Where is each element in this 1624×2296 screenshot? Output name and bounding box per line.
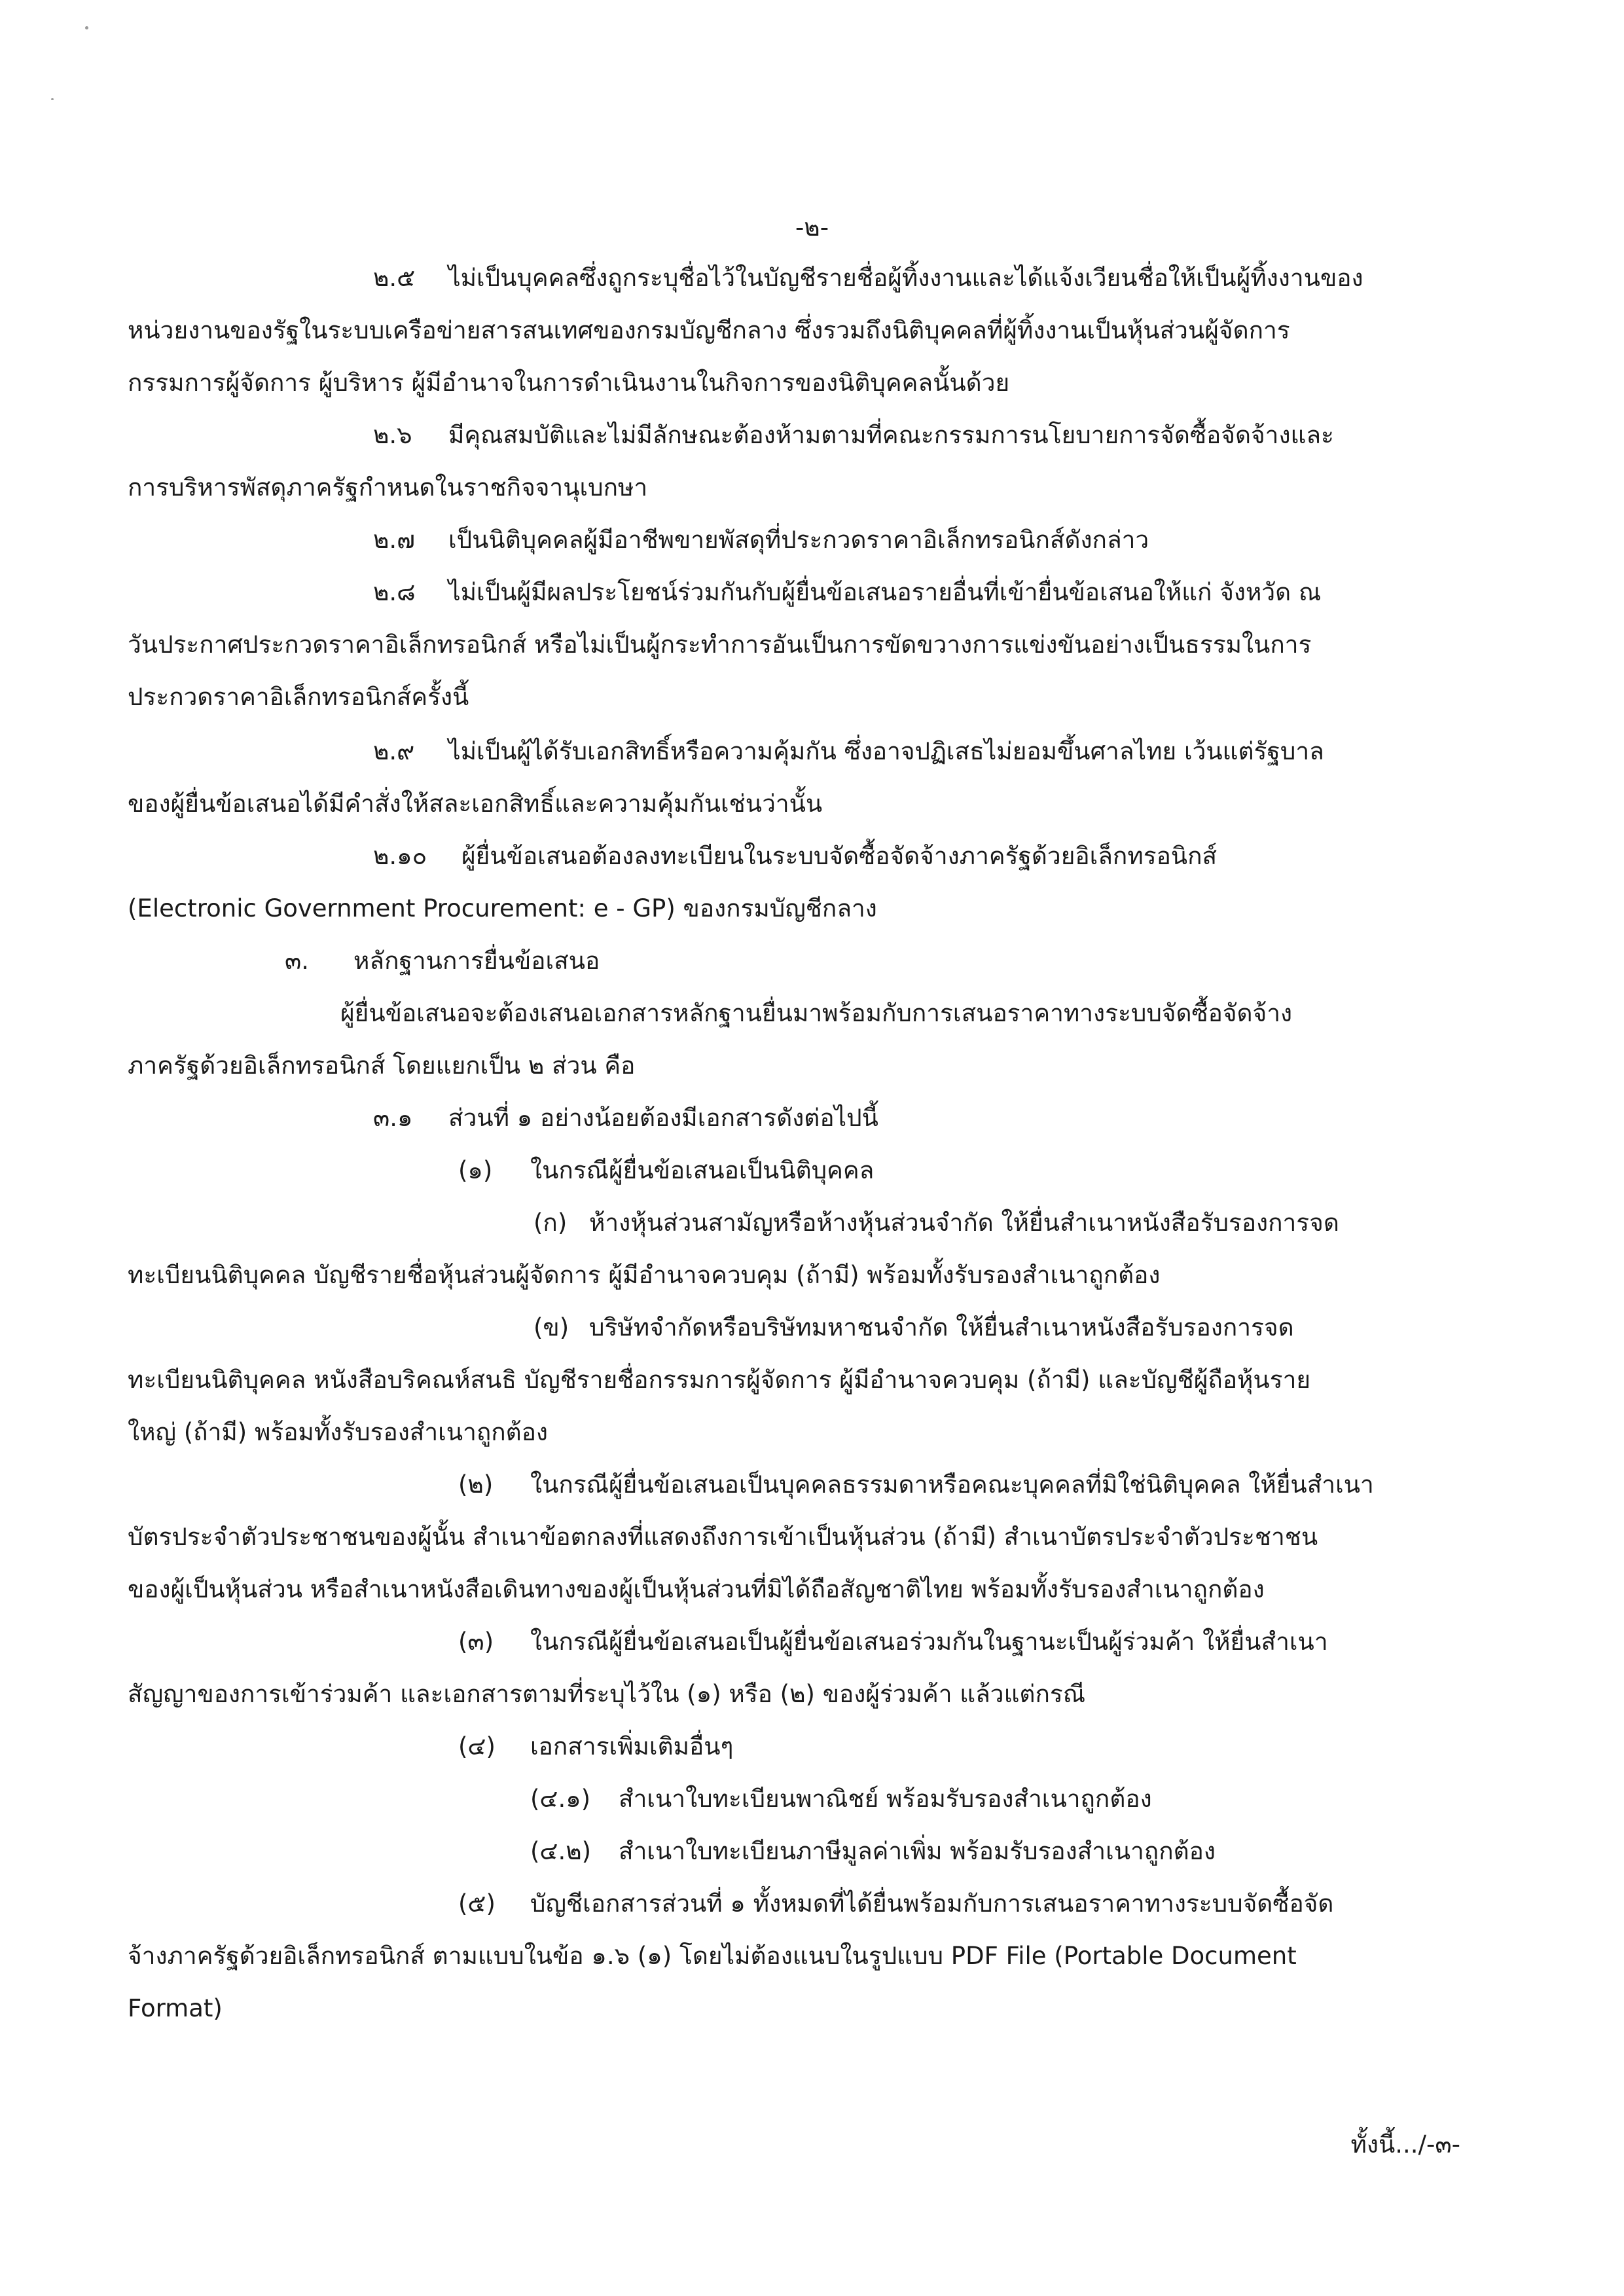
item-3-1 (373, 1099, 878, 1138)
item-2-6-line-2: การบริหารพัสดุภาครัฐกำหนดในราชกิจจานุเบกษา (128, 473, 648, 501)
clause-number: (๕) (458, 1889, 496, 1918)
clause-number: (ข) (533, 1313, 569, 1341)
clause-number: (๔.๒) (530, 1837, 592, 1865)
clause-text: ห้างหุ้นส่วนสามัญหรือห้างหุ้นส่วนจำกัด ให้ยื่นสำเนาหนังสือรับรองการจด (589, 1209, 1339, 1237)
clause-5-line-2: จ้างภาครัฐด้วยอิเล็กทรอนิกส์ ตามแบบในข้อ ๑.๖ (๑) โดยไม่ต้องแนบในรูปแบบ PDF File (Portable Document (128, 1942, 1297, 1970)
item-text: ไม่เป็นผู้ได้รับเอกสิทธิ์หรือความคุ้มกัน ซึ่งอาจปฏิเสธไม่ยอมขึ้นศาลไทย เว้นแต่รัฐบาล (448, 737, 1324, 765)
clause-number: (๒) (458, 1470, 494, 1499)
item-text: ไม่เป็นผู้มีผลประโยชน์ร่วมกันกับผู้ยื่นข้อเสนอรายอื่นที่เข้ายื่นข้อเสนอให้แก่ จังหวัด ณ (448, 578, 1322, 606)
item-text: ไม่เป็นบุคคลซึ่งถูกระบุชื่อไว้ในบัญชีรายชื่อผู้ทิ้งงานและได้แจ้งเวียนชื่อให้เป็นผู้ทิ้งงานของ (448, 264, 1363, 292)
item-number: ๒.๗ (373, 526, 415, 554)
section-number: ๓. (285, 947, 310, 975)
clause-number: (ก) (533, 1209, 568, 1237)
item-2-6-line-1 (373, 416, 1334, 455)
clause-kho-line-2: ทะเบียนนิติบุคคล หนังสือบริคณห์สนธิ บัญชีรายชื่อกรรมการผู้จัดการ ผู้มีอำนาจควบคุม (ถ้ามี) และบัญชีผู้ถือหุ้นราย (128, 1366, 1311, 1394)
clause-text: สำเนาใบทะเบียนพาณิชย์ พร้อมรับรองสำเนาถูกต้อง (619, 1785, 1152, 1813)
clause-kho-line-3: ใหญ่ (ถ้ามี) พร้อมทั้งรับรองสำเนาถูกต้อง (128, 1418, 548, 1446)
clause-text: ในกรณีผู้ยื่นข้อเสนอเป็นนิติบุคคล (530, 1156, 875, 1184)
item-2-10-line-1 (373, 837, 1217, 876)
item-2-5-line-3: กรรมการผู้จัดการ ผู้บริหาร ผู้มีอำนาจในการดำเนินงานในกิจการของนิติบุคคลนั้นด้วย (128, 369, 1010, 397)
item-text: เป็นนิติบุคคลผู้มีอาชีพขายพัสดุที่ประกวดราคาอิเล็กทรอนิกส์ดังกล่าว (448, 526, 1149, 554)
clause-text: ในกรณีผู้ยื่นข้อเสนอเป็นผู้ยื่นข้อเสนอร่วมกันในฐานะเป็นผู้ร่วมค้า ให้ยื่นสำเนา (530, 1628, 1328, 1656)
clause-kho-line-1 (533, 1308, 1294, 1347)
item-number: ๒.๑๐ (373, 842, 427, 870)
continuation-footer: ทั้งนี้.../-๓- (1350, 2130, 1460, 2159)
item-2-9-line-2: ของผู้ยื่นข้อเสนอได้มีคำสั่งให้สละเอกสิทธิ์และความคุ้มกันเช่นว่านั้น (128, 790, 823, 818)
item-number: ๒.๖ (373, 421, 412, 449)
page-number: -๒- (795, 213, 829, 242)
item-number: ๒.๕ (373, 264, 416, 292)
item-text: ผู้ยื่นข้อเสนอต้องลงทะเบียนในระบบจัดซื้อจัดจ้างภาครัฐด้วยอิเล็กทรอนิกส์ (461, 842, 1218, 870)
clause-2-line-2: บัตรประจำตัวประชาชนของผู้นั้น สำเนาข้อตกลงที่แสดงถึงการเข้าเป็นหุ้นส่วน (ถ้ามี) สำเนาบัตรประจำตัวประชาชน (128, 1523, 1318, 1551)
item-2-10-line-2: (Electronic Government Procurement: e - GP) ของกรมบัญชีกลาง (128, 894, 877, 922)
item-2-9-line-1 (373, 732, 1324, 771)
clause-text: บัญชีเอกสารส่วนที่ ๑ ทั้งหมดที่ได้ยื่นพร้อมกับการเสนอราคาทางระบบจัดซื้อจัด (530, 1889, 1334, 1918)
clause-number: (๔.๑) (530, 1785, 591, 1813)
item-number: ๒.๙ (373, 737, 415, 765)
clause-ka-line-2: ทะเบียนนิติบุคคล บัญชีรายชื่อหุ้นส่วนผู้จัดการ ผู้มีอำนาจควบคุม (ถ้ามี) พร้อมทั้งรับรองสำเนาถูกต้อง (128, 1261, 1161, 1289)
item-2-7-line-1 (373, 520, 1149, 560)
clause-4-1 (530, 1779, 1152, 1819)
item-number: ๓.๑ (373, 1104, 413, 1132)
section-3-heading (285, 941, 600, 981)
item-2-5-line-1 (373, 259, 1363, 298)
clause-text: บริษัทจำกัดหรือบริษัทมหาชนจำกัด ให้ยื่นสำเนาหนังสือรับรองการจด (589, 1313, 1294, 1341)
clause-4 (458, 1727, 733, 1766)
clause-number: (๓) (458, 1628, 494, 1656)
clause-number: (๑) (458, 1156, 493, 1184)
item-2-8-line-1 (373, 573, 1321, 612)
item-2-8-line-2: วันประกาศประกวดราคาอิเล็กทรอนิกส์ หรือไม่เป็นผู้กระทำการอันเป็นการขัดขวางการแข่งขันอย่างเป็นธรรมในการ (128, 630, 1312, 659)
scan-speck (51, 98, 54, 100)
item-number: ๒.๘ (373, 578, 416, 606)
clause-text: เอกสารเพิ่มเติมอื่นๆ (530, 1732, 734, 1760)
clause-3-line-2: สัญญาของการเข้าร่วมค้า และเอกสารตามที่ระบุไว้ใน (๑) หรือ (๒) ของผู้ร่วมค้า แล้วแต่กรณี (128, 1680, 1086, 1708)
item-text: มีคุณสมบัติและไม่มีลักษณะต้องห้ามตามที่คณะกรรมการนโยบายการจัดซื้อจัดจ้างและ (448, 421, 1334, 449)
clause-text: สำเนาใบทะเบียนภาษีมูลค่าเพิ่ม พร้อมรับรองสำเนาถูกต้อง (619, 1837, 1216, 1865)
section-3-para-line-2: ภาครัฐด้วยอิเล็กทรอนิกส์ โดยแยกเป็น ๒ ส่วน คือ (128, 1051, 636, 1080)
clause-1 (458, 1151, 874, 1190)
clause-4-2 (530, 1832, 1216, 1871)
clause-5-line-3: Format) (128, 1994, 223, 2022)
clause-5-line-1 (458, 1884, 1333, 1923)
clause-2-line-1 (458, 1465, 1374, 1504)
item-2-5-line-2: หน่วยงานของรัฐในระบบเครือข่ายสารสนเทศของกรมบัญชีกลาง ซึ่งรวมถึงนิติบุคคลที่ผู้ทิ้งงานเป็นหุ้นส่วนผู้จัดการ (128, 316, 1290, 344)
item-2-8-line-3: ประกวดราคาอิเล็กทรอนิกส์ครั้งนี้ (128, 683, 469, 711)
clause-number: (๔) (458, 1732, 496, 1760)
clause-ka-line-1 (533, 1203, 1339, 1243)
section-title: หลักฐานการยื่นข้อเสนอ (353, 947, 600, 975)
item-text: ส่วนที่ ๑ อย่างน้อยต้องมีเอกสารดังต่อไปนี้ (448, 1104, 878, 1132)
clause-text: ในกรณีผู้ยื่นข้อเสนอเป็นบุคคลธรรมดาหรือคณะบุคคลที่มิใช่นิติบุคคล ให้ยื่นสำเนา (530, 1470, 1374, 1499)
clause-3-line-1 (458, 1622, 1328, 1662)
scan-speck (85, 26, 88, 29)
section-3-para-line-1: ผู้ยื่นข้อเสนอจะต้องเสนอเอกสารหลักฐานยื่นมาพร้อมกับการเสนอราคาทางระบบจัดซื้อจัดจ้าง (340, 999, 1293, 1027)
clause-2-line-3: ของผู้เป็นหุ้นส่วน หรือสำเนาหนังสือเดินทางของผู้เป็นหุ้นส่วนที่มิได้ถือสัญชาติไทย พร้อมทั้งรับรองสำเนาถูกต้อง (128, 1575, 1265, 1603)
